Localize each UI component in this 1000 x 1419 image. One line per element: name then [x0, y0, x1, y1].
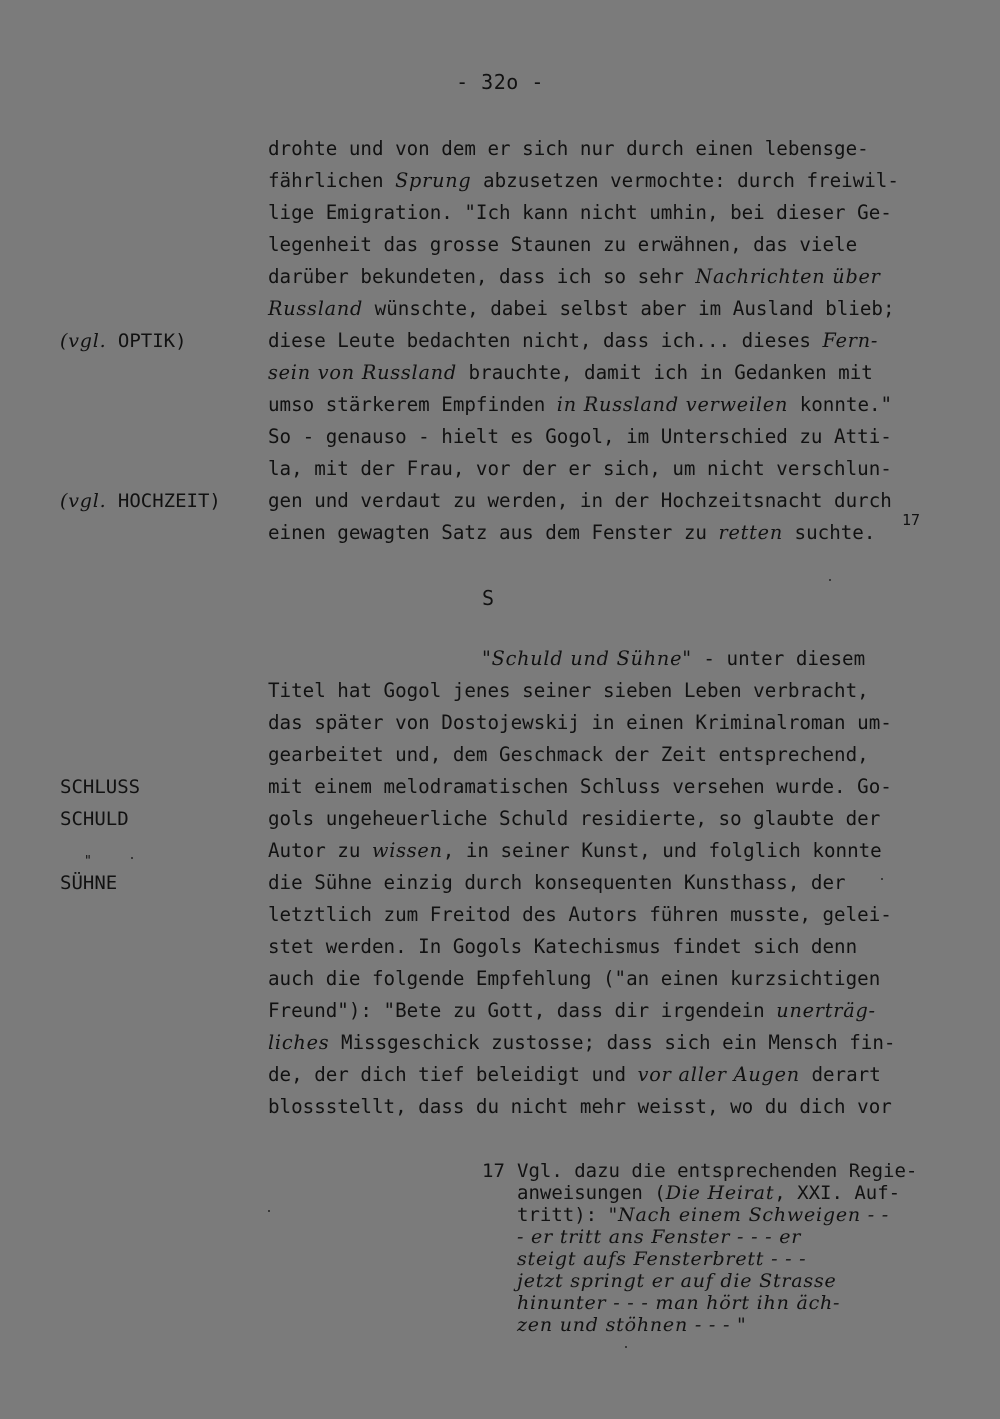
italic-span: jetzt springt er auf die Strasse: [517, 1270, 837, 1292]
italic-span: - er tritt ans Fenster - - - er: [517, 1226, 802, 1248]
margin-note-suehne-umlaut: ": [84, 854, 92, 869]
scan-speck: [881, 878, 883, 880]
margin-note-suehne: SÜHNE: [60, 872, 118, 894]
section-letter: S: [482, 586, 495, 610]
footnote-line: [517, 1292, 840, 1314]
margin-note-hochzeit-word: HOCHZEIT): [106, 490, 221, 512]
text-line: [268, 392, 892, 418]
text-span: anweisungen (: [517, 1182, 666, 1204]
italic-span: Russland: [268, 297, 364, 320]
text-span: suchte.: [783, 521, 876, 544]
margin-note-schluss: SCHLUSS: [60, 776, 141, 798]
text-span: konnte.": [788, 393, 893, 416]
italic-span: sein von Russland: [268, 361, 457, 384]
text-line: [268, 838, 882, 864]
text-span: , in seiner Kunst, und folglich konnte: [442, 839, 882, 862]
footnote-line: [517, 1248, 806, 1270]
text-span: derart: [799, 1063, 881, 1086]
text-line: gearbeitet und, dem Geschmack der Zeit entsprechend,: [268, 743, 869, 766]
text-line: [268, 168, 899, 194]
italic-span: Sprung: [395, 169, 472, 192]
text-span: tritt):: [517, 1204, 609, 1226]
text-line: letztlich zum Freitod des Autors führen musste, gelei-: [268, 903, 892, 926]
italic-span: Nachrichten über: [695, 265, 881, 288]
italic-span: Die Heirat: [665, 1182, 775, 1204]
italic-span: Fern-: [822, 329, 879, 352]
text-span: Freund"): "Bete zu Gott, dass dir irgendein: [268, 999, 777, 1022]
text-span: Autor zu: [268, 839, 372, 862]
italic-span: hinunter - - - man hört ihn äch-: [517, 1292, 841, 1314]
text-line: auch die folgende Empfehlung ("an einen kurzsichtigen: [268, 967, 881, 990]
text-line: [268, 1062, 881, 1088]
text-span: fährlichen: [268, 169, 396, 192]
text-line: la, mit der Frau, vor der er sich, um nicht verschlun-: [268, 457, 892, 480]
italic-span: wissen: [371, 839, 443, 862]
margin-note-hochzeit: [60, 488, 221, 514]
margin-note-hochzeit-prefix: (vgl.: [60, 490, 107, 512]
text-span: de, der dich tief beleidigt und: [268, 1063, 638, 1086]
footnote-line: [517, 1270, 837, 1292]
text-span: , XXI. Auf-: [774, 1182, 901, 1204]
text-line: legenheit das grosse Staunen zu erwähnen, das viele: [268, 233, 858, 256]
italic-span: retten: [718, 521, 783, 544]
italic-span: zen und stöhnen - - - ": [517, 1314, 747, 1336]
text-span: diese Leute bedachten nicht, dass ich... dieses: [268, 329, 823, 352]
text-span: Missgeschick zustosse; dass sich ein Mensch fin-: [329, 1031, 896, 1054]
text-line: [482, 646, 865, 672]
footnote-line: Vgl. dazu die entsprechenden Regie-: [517, 1160, 918, 1182]
text-line: die Sühne einzig durch konsequenten Kunsthass, der: [268, 871, 846, 894]
italic-span: liches: [268, 1031, 330, 1054]
footnote-number: 17: [482, 1160, 505, 1182]
text-line: mit einem melodramatischen Schluss versehen wurde. Go-: [268, 775, 892, 798]
text-line: drohte und von dem er sich nur durch einen lebensge-: [268, 137, 869, 160]
italic-span: unerträg-: [776, 999, 876, 1022]
text-line: [268, 264, 881, 290]
text-line: lige Emigration. "Ich kann nicht umhin, bei dieser Ge-: [268, 201, 892, 224]
footnote-line: [517, 1182, 900, 1204]
margin-note-optik-prefix: (vgl.: [60, 330, 107, 352]
text-line: [268, 520, 875, 546]
italic-span: vor aller Augen: [637, 1063, 800, 1086]
margin-note-optik: [60, 328, 187, 354]
text-span: brauchte, damit ich in Gedanken mit: [456, 361, 873, 384]
page-number: - 32o -: [456, 70, 544, 94]
margin-note-schuld: SCHULD: [60, 808, 129, 830]
text-span: umso stärkerem Empfinden: [268, 393, 557, 416]
footnote-line: [517, 1204, 889, 1226]
text-line: gen und verdaut zu werden, in der Hochzeitsnacht durch: [268, 489, 892, 512]
italic-span: steigt aufs Fensterbrett - - -: [517, 1248, 807, 1270]
footnote-line: [517, 1226, 801, 1248]
italic-span: in Russland verweilen: [556, 393, 789, 416]
footnote-reference: 17: [902, 511, 921, 529]
scan-speck: [268, 1210, 270, 1212]
text-span: - unter diesem: [691, 647, 866, 670]
text-line: gols ungeheuerliche Schuld residierte, so glaubte der: [268, 807, 881, 830]
text-line: [268, 328, 878, 354]
text-line: [268, 1030, 895, 1056]
text-span: wünschte, dabei selbst aber im Ausland blieb;: [363, 297, 895, 320]
text-line: [268, 296, 895, 322]
footnote-line: [517, 1314, 747, 1336]
text-span: abzusetzen vermochte: durch freiwil-: [471, 169, 899, 192]
italic-span: "Schuld und Sühne": [482, 647, 692, 670]
text-line: das später von Dostojewskij in einen Kriminalroman um-: [268, 711, 892, 734]
scan-speck: [625, 1346, 627, 1348]
margin-note-optik-word: OPTIK): [106, 330, 187, 352]
scan-speck: [131, 857, 133, 859]
text-line: stet werden. In Gogols Katechismus findet sich denn: [268, 935, 858, 958]
italic-span: "Nach einem Schweigen - -: [608, 1204, 890, 1226]
text-span: darüber bekundeten, dass ich so sehr: [268, 265, 696, 288]
scan-speck: [829, 579, 831, 581]
text-line: Titel hat Gogol jenes seiner sieben Leben verbracht,: [268, 679, 869, 702]
text-line: [268, 998, 876, 1024]
text-line: So - genauso - hielt es Gogol, im Unterschied zu Atti-: [268, 425, 892, 448]
text-line: blossstellt, dass du nicht mehr weisst, wo du dich vor: [268, 1095, 892, 1118]
text-line: [268, 360, 873, 386]
text-span: einen gewagten Satz aus dem Fenster zu: [268, 521, 719, 544]
